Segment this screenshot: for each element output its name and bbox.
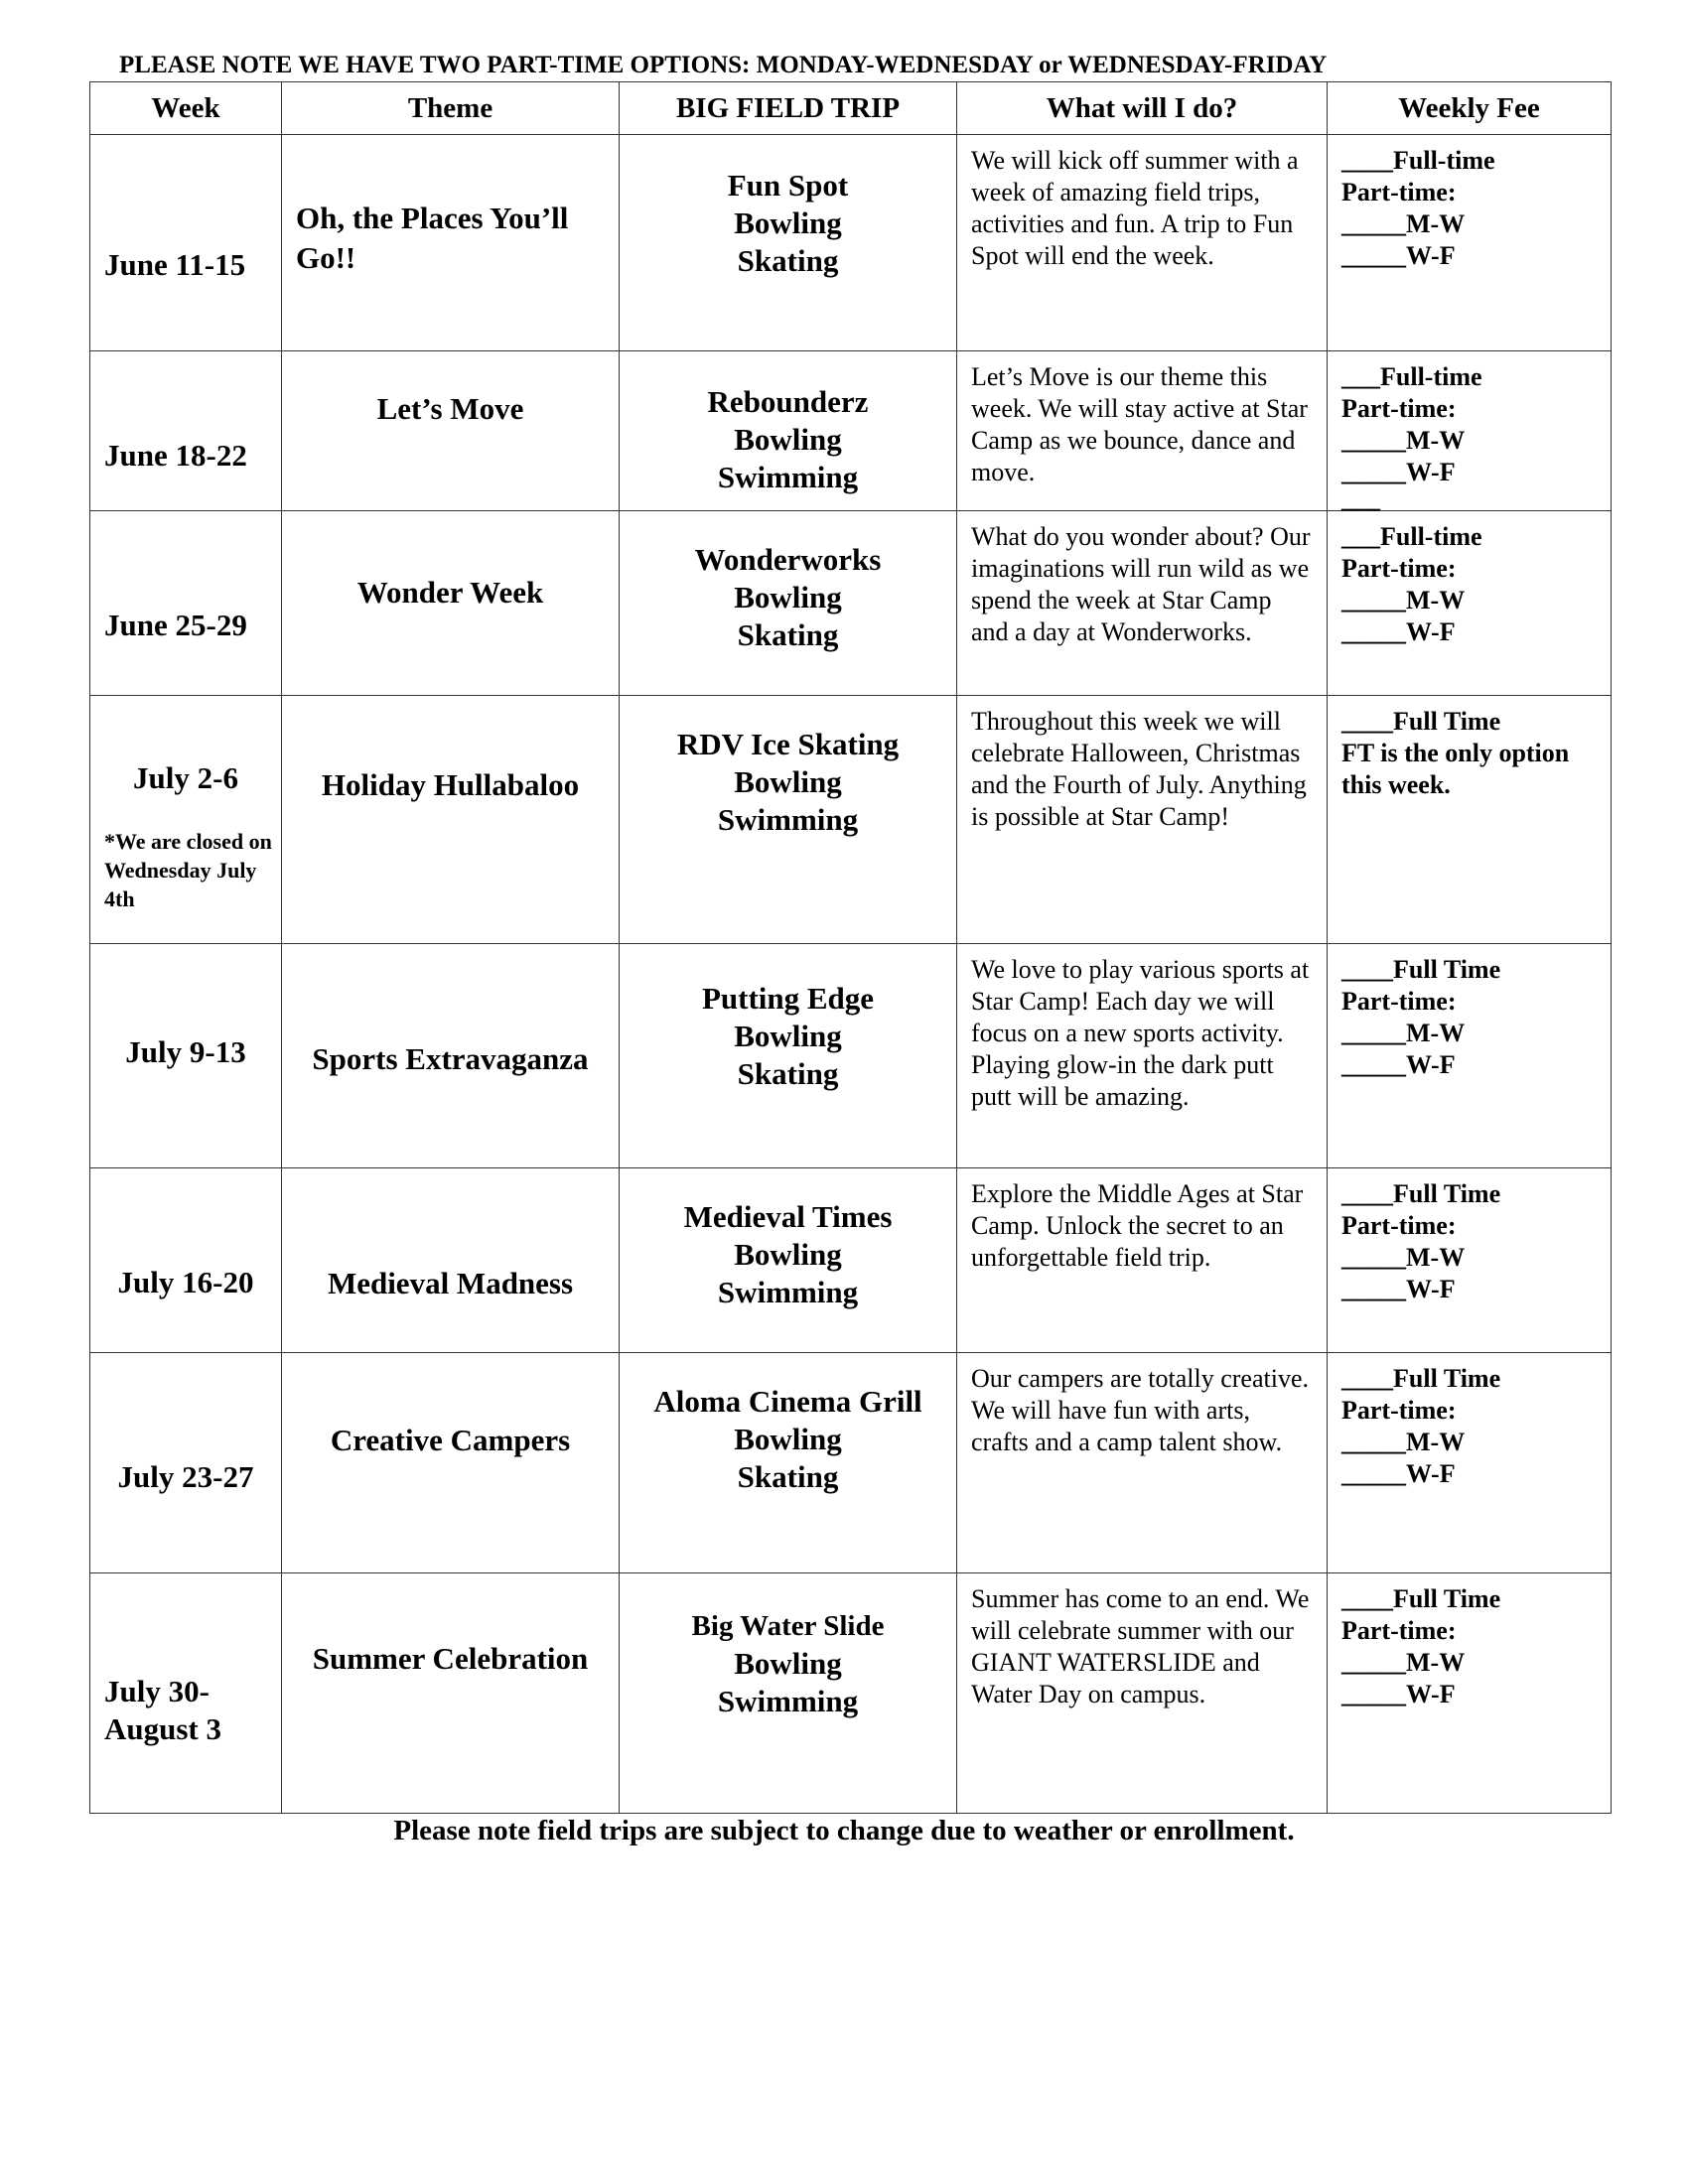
field-trip-item: Putting Edge [701,981,875,1016]
table-row [90,135,1612,351]
activities-header: What will I do? [957,82,1328,135]
field-trip-cell [620,944,957,1168]
week-dates: July 23-27 [117,1459,254,1494]
field-trip-disclaimer: Please note field trips are subject to change due to weather or enrollment. [393,1815,1295,1846]
activities-cell [957,944,1328,1168]
field-trip-list [626,1607,950,1720]
closure-note: *We are closed on Wednesday July 4th [104,829,272,911]
fee-cell [1328,351,1612,511]
fee-options [1328,1168,1611,1305]
table-row [90,1168,1612,1353]
activities-cell [957,1573,1328,1814]
fee-cell [1328,511,1612,696]
theme-name: Holiday Hullabaloo [321,767,580,802]
fee-option: ____Full Time [1341,1364,1501,1393]
fee-option: Part-time: [1341,394,1457,423]
activities-cell [957,135,1328,351]
week-cell [90,944,282,1168]
table-row [90,1353,1612,1573]
field-trip-item: Skating [737,1056,839,1091]
fee-option: ____Full Time [1341,955,1501,984]
field-trip-item: Skating [737,617,839,652]
field-trip-item: RDV Ice Skating [676,727,900,761]
field-trip-cell [620,696,957,944]
fee-option: _____M-W [1341,1019,1466,1047]
field-trip-item: Medieval Times [683,1199,893,1234]
field-trip-item: Rebounderz [707,384,869,419]
field-trip-cell [620,1168,957,1353]
field-trip-item: Bowling [734,580,842,614]
table-row [90,1573,1612,1814]
fee-option: _____W-F [1341,1680,1456,1708]
fee-option: ____Full Time [1341,1584,1501,1613]
week-dates: July 30- August 3 [104,1674,222,1746]
theme-cell [282,944,620,1168]
field-trip-list [626,167,950,280]
field-trip-item: Swimming [717,802,859,837]
table-row [90,511,1612,696]
field-trip-list [626,1198,950,1311]
fee-option: _____M-W [1341,586,1466,614]
field-trip-cell [620,1353,957,1573]
activities-description: Explore the Middle Ages at Star Camp. Unlock the secret to an unforgettable field trip. [971,1179,1304,1272]
activities-description: What do you wonder about? Our imaginations will run wild as we spend the week at Star Camp and a day at Wonderworks. [971,522,1311,646]
fee-option: ____Full Time [1341,707,1501,736]
fee-option: ___ [1341,484,1380,513]
week-dates: July 16-20 [117,1265,254,1299]
theme-name: Let’s Move [376,391,524,426]
fee-option: _____W-F [1341,1275,1456,1303]
activities-cell [957,1168,1328,1353]
theme-cell [282,135,620,351]
fee-option: _____W-F [1341,1459,1456,1488]
fee-option: FT is the only option this week. [1341,739,1570,799]
field-trip-list [626,980,950,1093]
theme-name: Oh, the Places You’ll Go!! [296,201,569,275]
table-header-row [90,82,1612,135]
theme-name: Medieval Madness [327,1266,574,1300]
field-trip-item: Swimming [717,1684,859,1718]
week-cell [90,1353,282,1573]
field-trip-item: Aloma Cinema Grill [653,1384,922,1419]
field-trip-item: Skating [737,243,839,278]
week-dates: June 11-15 [104,247,246,282]
field-trip-item: Bowling [734,422,842,457]
field-trip-item: Swimming [717,1275,859,1309]
field-trip-list [626,383,950,496]
theme-cell [282,1168,620,1353]
field-trip-item: Skating [737,1459,839,1494]
field-trip-list [626,1383,950,1496]
field-trip-item: Wonderworks [694,542,882,577]
fee-options [1328,696,1611,801]
fee-option: Part-time: [1341,178,1457,206]
week-cell [90,1573,282,1814]
theme-cell [282,1353,620,1573]
table-row [90,944,1612,1168]
theme-cell [282,1573,620,1814]
week-cell [90,135,282,351]
fee-cell [1328,944,1612,1168]
activities-cell [957,511,1328,696]
field-trip-item: Bowling [734,205,842,240]
fee-option: _____W-F [1341,241,1456,270]
activities-cell [957,696,1328,944]
field-trip-list [626,541,950,654]
activities-description: We will kick off summer with a week of amazing field trips, activities and fun. A trip to Fun Spot will end the week. [971,146,1299,270]
field-trip-item: Bowling [734,1646,842,1681]
table-row [90,351,1612,511]
theme-cell [282,511,620,696]
fee-option: _____W-F [1341,617,1456,646]
fee-option: _____M-W [1341,1243,1466,1272]
field-trip-item: Bowling [734,1422,842,1456]
fee-options [1328,511,1611,648]
fee-option: Part-time: [1341,1616,1457,1645]
fee-option: _____W-F [1341,1050,1456,1079]
week-cell [90,1168,282,1353]
theme-header: Theme [282,82,620,135]
activities-description: Our campers are totally creative. We will have fun with arts, crafts and a camp talent show. [971,1364,1309,1456]
fee-cell [1328,1168,1612,1353]
fee-option: _____M-W [1341,426,1466,455]
table-row [90,696,1612,944]
fee-option: _____W-F [1341,458,1456,486]
activities-description: We love to play various sports at Star Camp! Each day we will focus on a new sports activity. Playing glow-in the dark putt putt will be amazing. [971,955,1310,1111]
fee-option: Part-time: [1341,1211,1457,1240]
fee-option: Part-time: [1341,1396,1457,1425]
fee-option: ___Full-time [1341,522,1482,551]
field-trip-item: Bowling [734,1237,842,1272]
activities-description: Throughout this week we will celebrate Halloween, Christmas and the Fourth of July. Anything is possible at Star Camp! [971,707,1307,831]
field-trip-cell [620,511,957,696]
week-cell [90,351,282,511]
fee-option: Part-time: [1341,987,1457,1016]
activities-cell [957,1353,1328,1573]
theme-cell [282,696,620,944]
camp-schedule-table [89,81,1612,1814]
activities-description: Summer has come to an end. We will celebrate summer with our GIANT WATERSLIDE and Water Day on campus. [971,1584,1310,1708]
activities-description: Let’s Move is our theme this week. We will stay active at Star Camp as we bounce, dance and move. [971,362,1308,486]
activities-cell [957,351,1328,511]
week-cell [90,696,282,944]
theme-name: Sports Extravaganza [312,1041,589,1076]
field-trip-cell [620,135,957,351]
field-trip-item: Bowling [734,1019,842,1053]
weekly-fee-header: Weekly Fee [1328,82,1612,135]
theme-name: Wonder Week [356,575,544,610]
week-header: Week [90,82,282,135]
field-trip-item: Bowling [734,764,842,799]
fee-option: _____M-W [1341,1428,1466,1456]
fee-option: _____M-W [1341,1648,1466,1677]
part-time-notice: PLEASE NOTE WE HAVE TWO PART-TIME OPTIONS: MONDAY-WEDNESDAY or WEDNESDAY-FRIDAY [119,52,1328,78]
fee-option: _____M-W [1341,209,1466,238]
week-dates: July 2-6 [133,760,238,795]
fee-options [1328,135,1611,272]
fee-options [1328,1573,1611,1710]
field-trip-list [626,726,950,839]
field-trip-item: Big Water Slide [691,1610,885,1642]
fee-option: ___Full-time [1341,362,1482,391]
fee-option: Part-time: [1341,554,1457,583]
week-dates: June 18-22 [104,438,247,473]
week-dates: June 25-29 [104,608,247,642]
fee-cell [1328,1353,1612,1573]
theme-name: Creative Campers [330,1423,571,1457]
theme-cell [282,351,620,511]
field-trip-header: BIG FIELD TRIP [620,82,957,135]
theme-name: Summer Celebration [312,1641,589,1676]
fee-option: ____Full-time [1341,146,1495,175]
week-cell [90,511,282,696]
fee-options [1328,1353,1611,1490]
fee-options [1328,351,1611,513]
field-trip-cell [620,1573,957,1814]
field-trip-item: Fun Spot [727,168,849,203]
fee-cell [1328,1573,1612,1814]
field-trip-cell [620,351,957,511]
week-dates: July 9-13 [125,1034,246,1069]
fee-cell [1328,135,1612,351]
fee-option: ____Full Time [1341,1179,1501,1208]
fee-options [1328,944,1611,1081]
field-trip-item: Swimming [717,460,859,494]
fee-cell [1328,696,1612,944]
